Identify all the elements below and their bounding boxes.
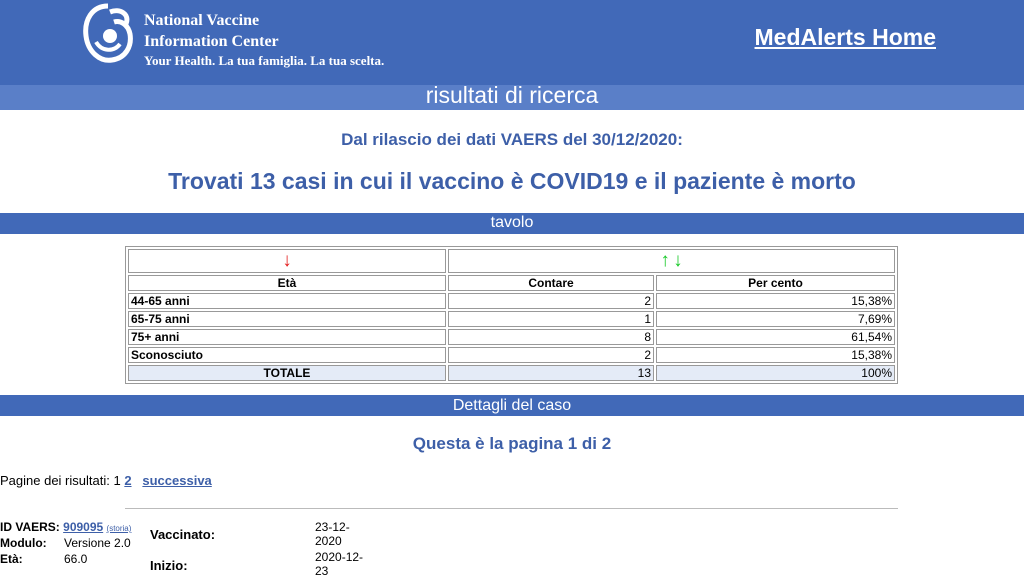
org-line-1: National Vaccine — [144, 12, 260, 29]
row-percent: 7,69% — [656, 311, 895, 327]
case-module-value: Versione 2.0 — [64, 536, 131, 550]
total-count: 13 — [448, 365, 654, 381]
onset-label — [150, 558, 188, 573]
row-percent: 15,38% — [656, 347, 895, 363]
row-label: Sconosciuto — [128, 347, 446, 363]
header-percent: Per cento — [656, 275, 895, 291]
table-row — [128, 311, 895, 327]
case-age-line — [0, 552, 88, 566]
nvic-logo-icon — [80, 2, 136, 66]
case-age-label: Età: — [0, 552, 23, 566]
row-percent: 15,38% — [656, 293, 895, 309]
vaccinated-value — [315, 520, 350, 548]
row-count: 2 — [448, 347, 654, 363]
table-bar-title: tavolo — [490, 214, 534, 231]
case-id-label: ID VAERS: — [0, 520, 60, 534]
onset-value-line-2: 23 — [315, 564, 329, 578]
case-id-line — [0, 520, 131, 534]
row-label: 75+ anni — [128, 329, 446, 345]
site-header — [0, 0, 1024, 79]
sort-down-icon[interactable]: ↓ — [673, 250, 683, 271]
results-title: risultati di ricerca — [425, 82, 599, 108]
table-row — [128, 329, 895, 345]
row-percent: 61,54% — [656, 329, 895, 345]
org-line-2: Information Center — [144, 33, 279, 50]
header-count: Contare — [448, 275, 654, 291]
row-label: 65-75 anni — [128, 311, 446, 327]
case-id-link[interactable]: 909095 — [63, 520, 104, 534]
case-module-label: Modulo: — [0, 536, 47, 550]
vaccinated-value-line-1: 23-12- — [315, 520, 350, 534]
details-bar-title: Dettagli del caso — [452, 397, 572, 414]
onset-value — [315, 550, 363, 578]
page-indicator: Questa è la pagina 1 di 2 — [412, 434, 612, 453]
row-count: 8 — [448, 329, 654, 345]
org-name — [144, 10, 384, 69]
org-tagline: Your Health. La tua famiglia. La tua scelta. — [144, 53, 385, 68]
sort-up-icon[interactable]: ↑ — [660, 250, 670, 271]
row-count: 1 — [448, 311, 654, 327]
page-2-link[interactable]: 2 — [124, 473, 132, 488]
table-row — [128, 293, 895, 309]
row-label: 44-65 anni — [128, 293, 446, 309]
sort-down-icon[interactable]: ↓ — [282, 250, 292, 271]
vaccinated-label-text: Vaccinato: — [150, 527, 216, 542]
sort-row — [128, 249, 895, 273]
pagination — [0, 473, 212, 488]
onset-value-line-1: 2020-12- — [315, 550, 364, 564]
total-percent: 100% — [656, 365, 895, 381]
total-row — [128, 365, 895, 381]
next-page-link[interactable]: successiva — [142, 473, 212, 488]
case-age-value: 66.0 — [64, 552, 88, 566]
vaccinated-label — [150, 527, 215, 542]
found-cases-heading: Trovati 13 casi in cui il vaccino è COVID19 e il paziente è morto — [168, 168, 856, 194]
table-header-row — [128, 275, 895, 291]
vaccinated-value-line-2: 2020 — [315, 534, 342, 548]
release-text: Dal rilascio dei dati VAERS del 30/12/2020: — [341, 130, 683, 149]
case-separator — [125, 508, 898, 509]
total-label: TOTALE — [128, 365, 446, 381]
header-age: Età — [128, 275, 446, 291]
age-summary-table — [125, 246, 898, 384]
pagination-label: Pagine dei risultati: 1 — [0, 473, 121, 488]
table-row — [128, 347, 895, 363]
age-sort-cell[interactable] — [128, 249, 446, 273]
case-history-link[interactable]: (storia) — [106, 524, 132, 533]
row-count: 2 — [448, 293, 654, 309]
onset-label-text: Inizio: — [150, 558, 188, 573]
medalerts-home-link[interactable]: MedAlerts Home — [754, 24, 936, 50]
count-sort-cell[interactable] — [448, 249, 895, 273]
case-module-line — [0, 536, 131, 550]
